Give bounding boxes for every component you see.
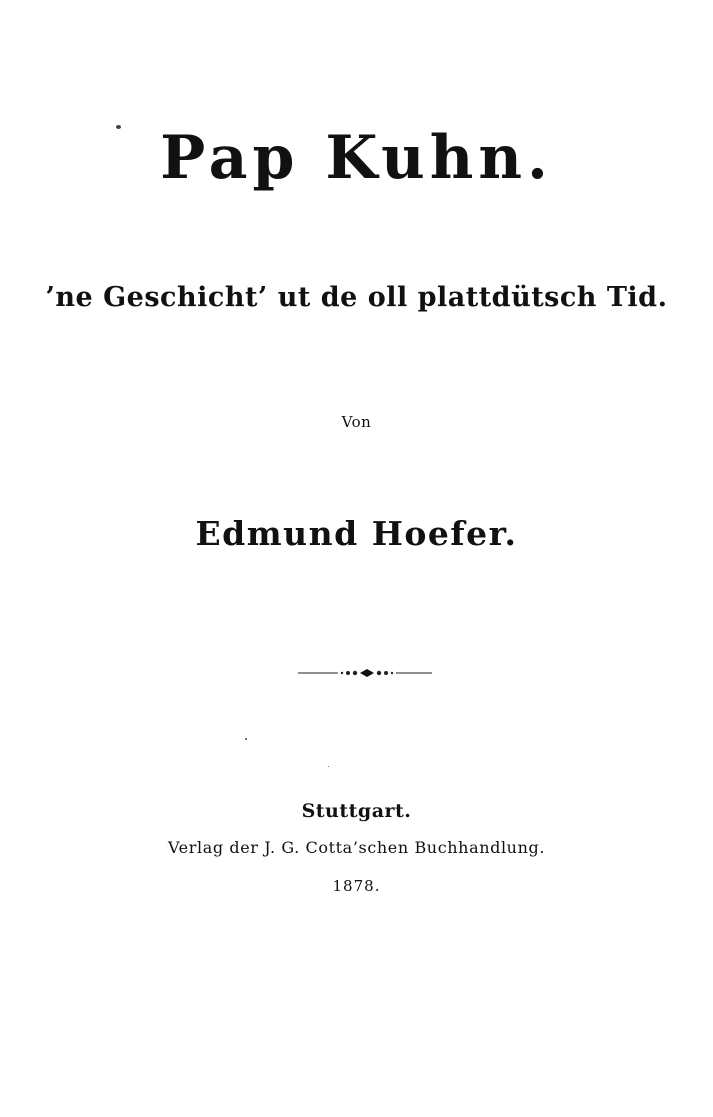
publication-place: Stuttgart. [301,800,412,822]
ornament-divider-icon [298,667,432,679]
publication-year: 1878. [332,877,381,895]
ink-speck [328,766,329,767]
publisher-line: Verlag der J. G. Cotta’schen Buchhandlung. [167,838,546,857]
author-name: Edmund Hoefer. [195,514,518,553]
book-title: Pap Kuhn. [160,123,553,193]
book-subtitle: ’ne Geschicht’ ut de oll plattdütsch Tid. [45,282,668,313]
ink-speck [245,738,247,740]
by-line: Von [341,413,372,431]
